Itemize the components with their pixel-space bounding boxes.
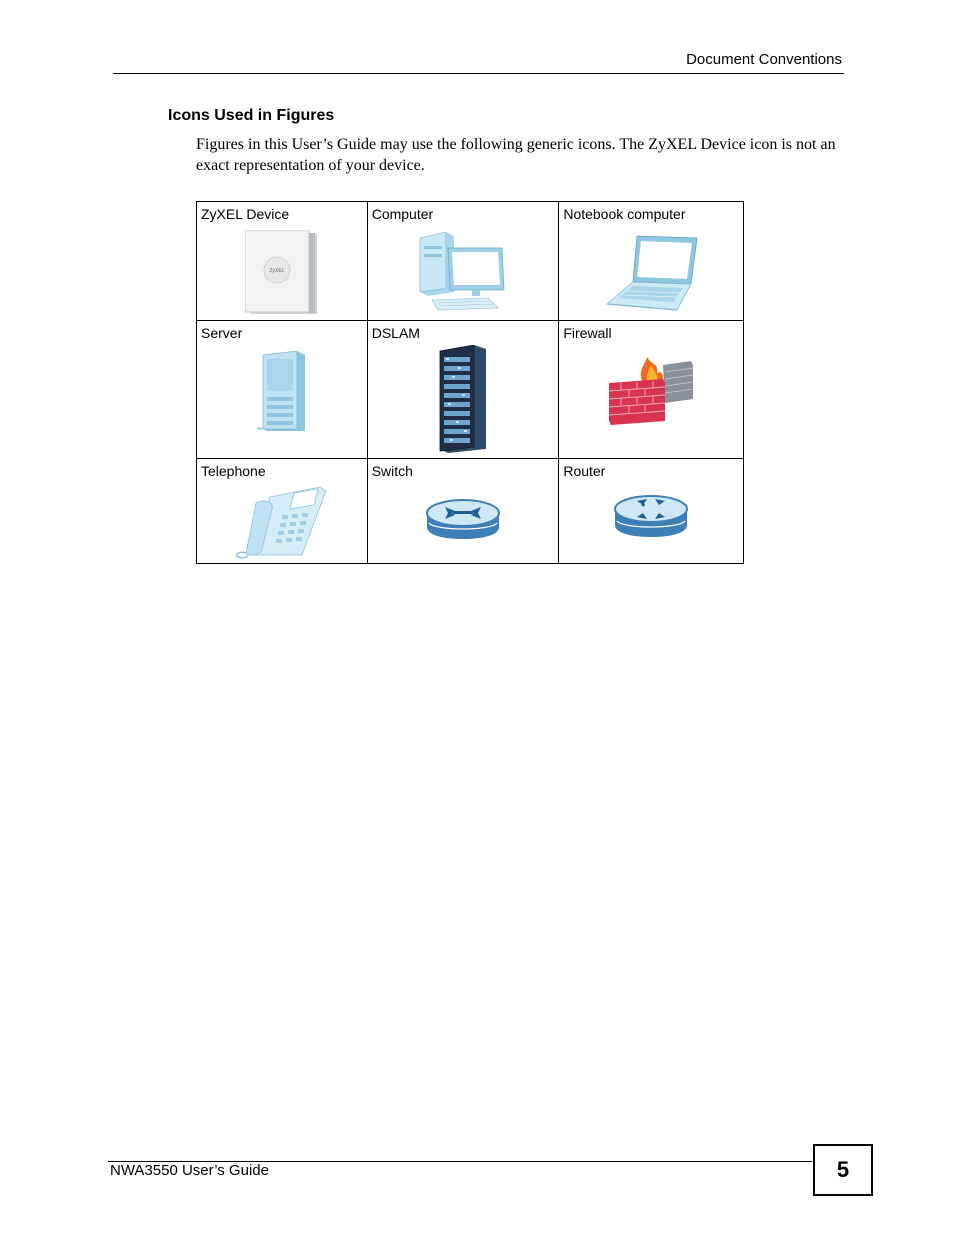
icon-label: Computer bbox=[371, 206, 434, 222]
icon-cell-router bbox=[559, 459, 744, 564]
icon-cell-computer bbox=[367, 202, 559, 321]
icons-table bbox=[196, 201, 744, 564]
icon-label: ZyXEL Device bbox=[201, 206, 290, 222]
icon-label: Notebook computer bbox=[563, 206, 686, 222]
section-title: Icons Used in Figures bbox=[168, 107, 335, 124]
server-icon bbox=[253, 351, 311, 433]
running-header: Document Conventions bbox=[686, 51, 842, 68]
icon-label: Firewall bbox=[563, 325, 612, 341]
icon-label: Server bbox=[201, 325, 243, 341]
footer-guide-title: NWA3550 User’s Guide bbox=[110, 1162, 269, 1179]
icon-cell-firewall bbox=[559, 321, 744, 459]
icon-cell-notebook bbox=[559, 202, 744, 321]
notebook-computer-icon bbox=[603, 234, 699, 312]
dslam-icon bbox=[438, 345, 488, 453]
icon-cell-dslam bbox=[367, 321, 559, 459]
intro-paragraph: Figures in this User’s Guide may use the following generic icons. The ZyXEL Device icon is not an exact representation of your device. bbox=[196, 136, 836, 174]
icon-label: Switch bbox=[371, 463, 413, 479]
zyxel-device-icon bbox=[245, 230, 319, 316]
icon-label: Telephone bbox=[201, 463, 266, 479]
icon-cell-server bbox=[197, 321, 368, 459]
icon-cell-telephone bbox=[197, 459, 368, 564]
icon-cell-switch bbox=[367, 459, 559, 564]
zyxel-logo-text: ZyXEL bbox=[269, 268, 285, 274]
header-rule bbox=[113, 73, 844, 74]
firewall-icon bbox=[607, 357, 695, 425]
telephone-icon bbox=[234, 483, 330, 559]
icon-label: Router bbox=[563, 463, 606, 479]
router-icon bbox=[613, 493, 689, 539]
icon-label: DSLAM bbox=[371, 325, 420, 341]
switch-icon bbox=[425, 497, 501, 541]
page-number: 5 bbox=[813, 1144, 873, 1196]
computer-icon bbox=[418, 230, 508, 312]
icon-cell-zyxel-device bbox=[197, 202, 368, 321]
